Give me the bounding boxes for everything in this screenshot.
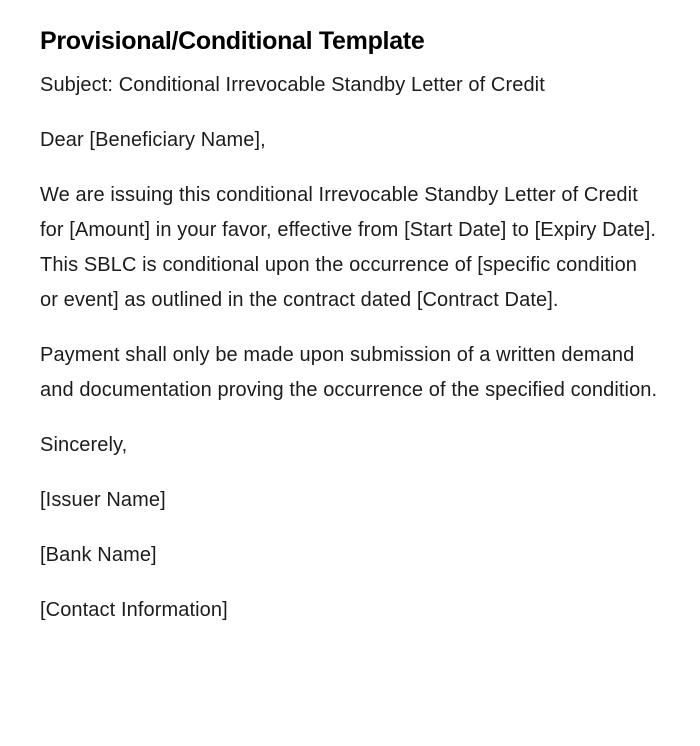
closing: Sincerely, xyxy=(40,434,128,456)
bank-name: [Bank Name] xyxy=(40,544,157,566)
greeting: Dear [Beneficiary Name], xyxy=(40,129,266,151)
subject-line: Subject: Conditional Irrevocable Standby Letter of Credit xyxy=(40,74,545,96)
body-paragraph-2: Payment shall only be made upon submission of a written demand and documentation proving the occurrence of the specified condition. xyxy=(40,344,658,401)
document-title: Provisional/Conditional Template xyxy=(40,27,425,55)
issuer-name: [Issuer Name] xyxy=(40,489,166,511)
body-paragraph-1: We are issuing this conditional Irrevocable Standby Letter of Credit for [Amount] in your favor, effective from [Start Date] to [Expiry Date]. This SBLC is conditional upon the occurrence of [specific condition or event] as outlined in the contract dated [Contract Date]. xyxy=(40,184,657,311)
letter-template xyxy=(40,24,660,628)
contact-information: [Contact Information] xyxy=(40,599,228,621)
